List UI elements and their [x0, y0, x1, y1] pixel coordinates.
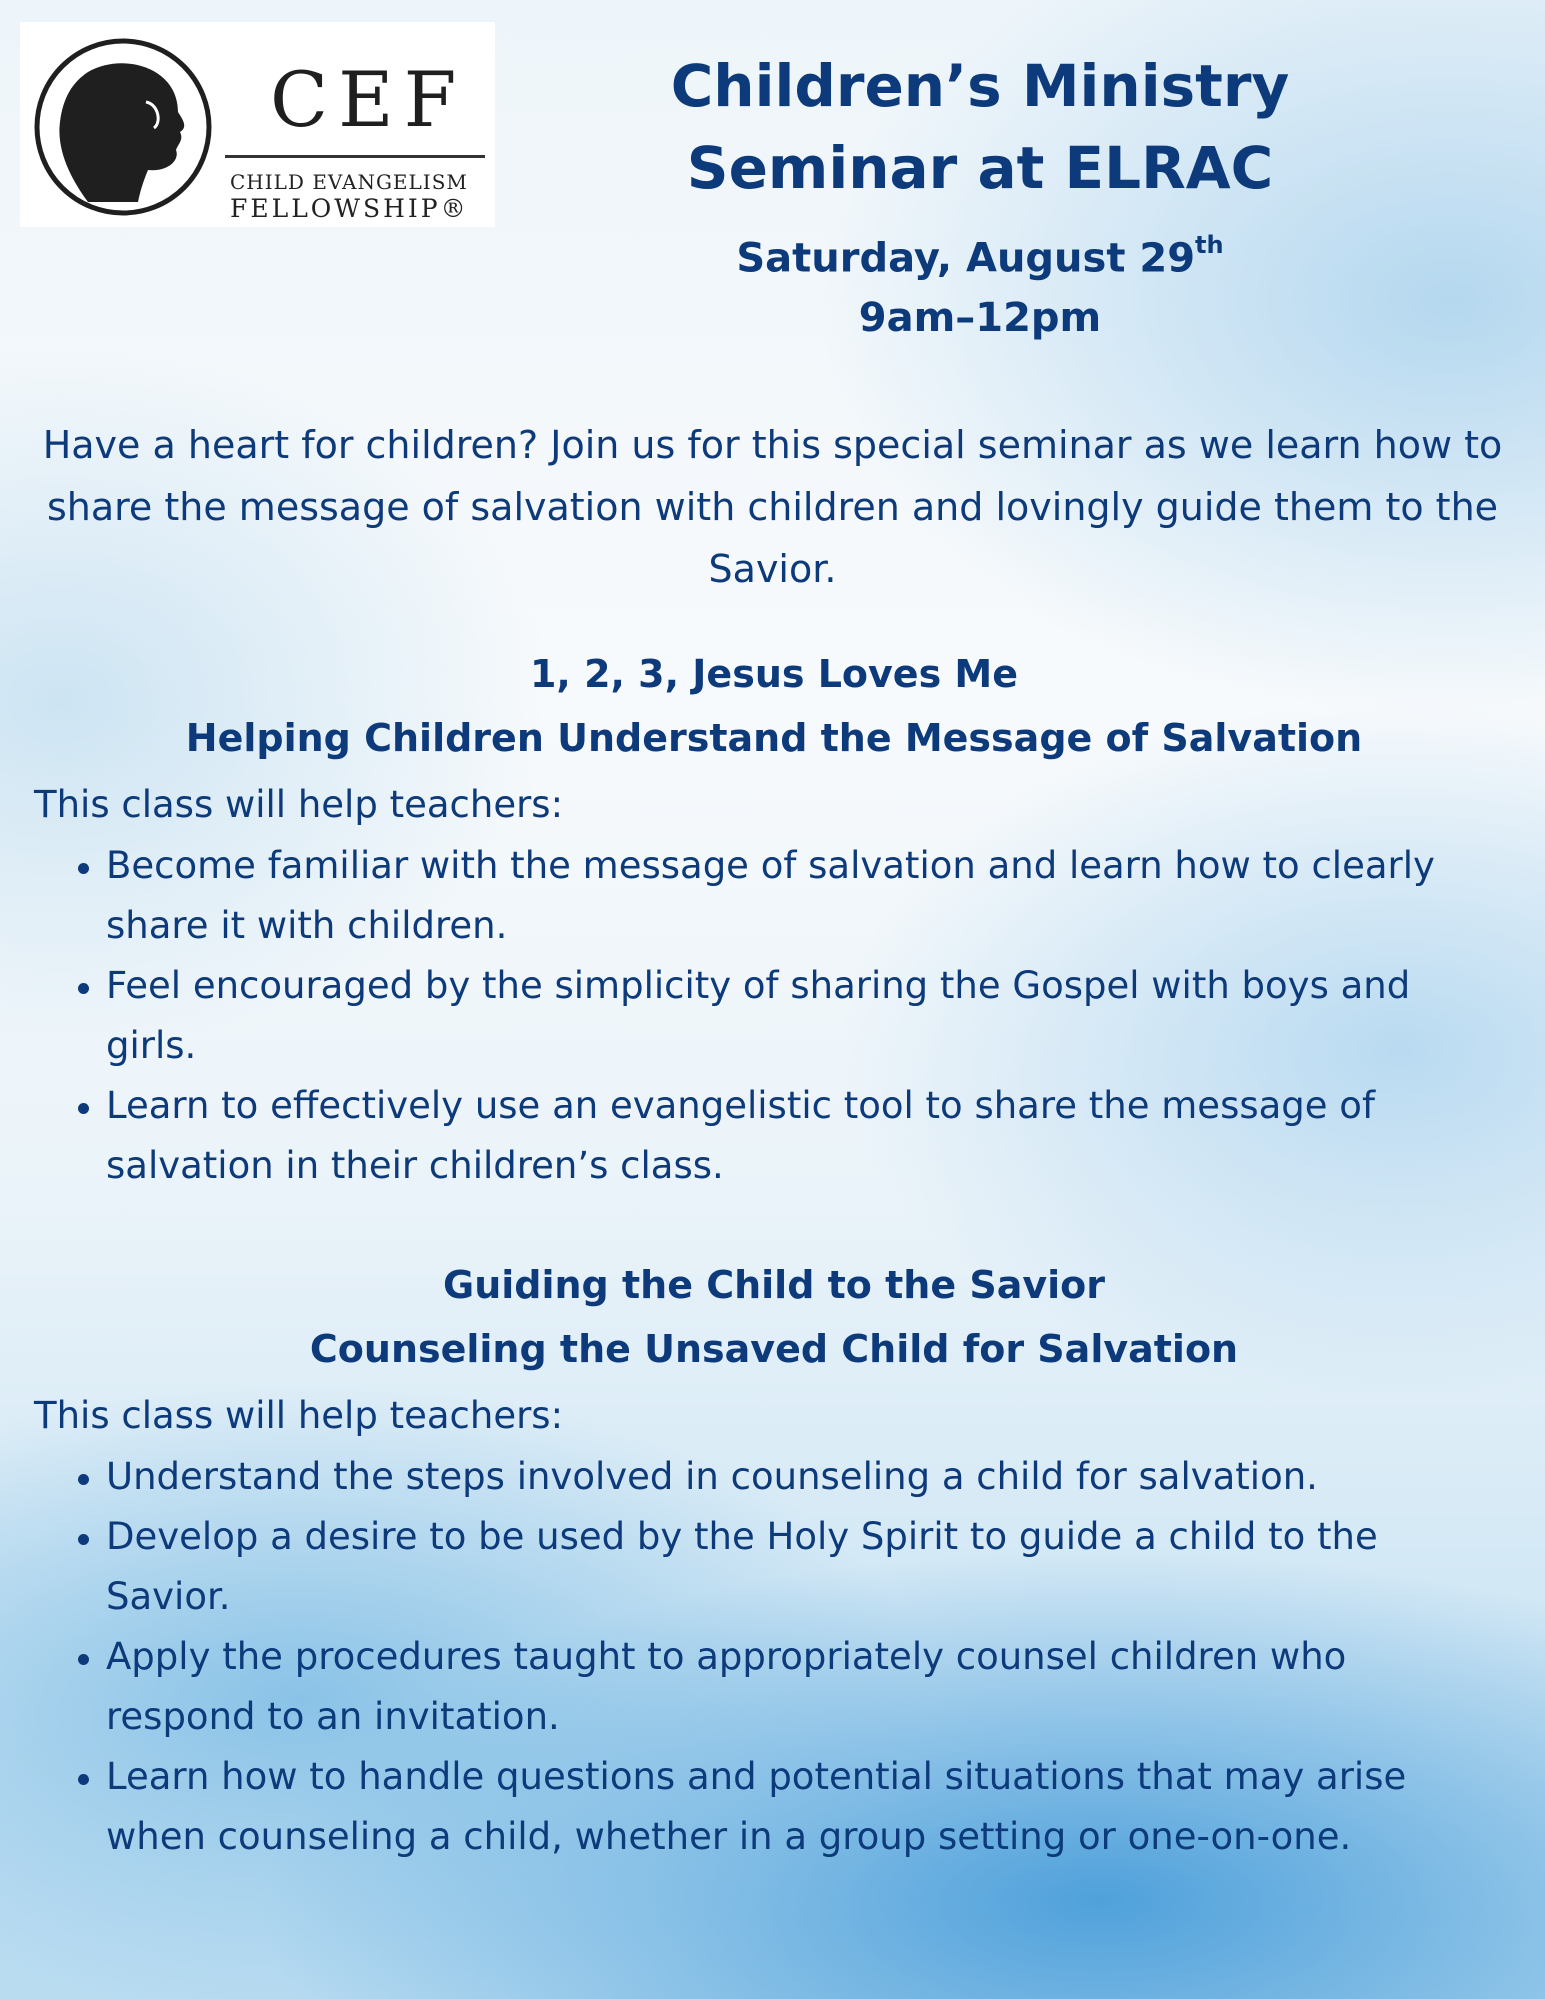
list-item: Become familiar with the message of salvation and learn how to clearly share it with children.: [106, 836, 1514, 956]
intro-paragraph: Have a heart for children? Join us for this special seminar as we learn how to share the message of salvation with children and lovingly guide them to the Savior.: [42, 423, 1503, 591]
title-line-2: Seminar at ELRAC: [686, 134, 1274, 202]
section-1: [34, 642, 1514, 1196]
event-date-suffix: th: [1195, 231, 1224, 259]
section-1-lead: This class will help teachers:: [34, 783, 564, 826]
list-item: Learn how to handle questions and potential situations that may arise when counseling a child, whether in a group setting or one-on-one.: [106, 1747, 1514, 1867]
event-time: 9am–12pm: [858, 295, 1102, 342]
section-1-heading-2: Helping Children Understand the Message of Salvation: [185, 716, 1363, 760]
logo-divider: [225, 155, 485, 158]
section-2: [34, 1253, 1514, 1867]
list-item: Apply the procedures taught to appropriately counsel children who respond to an invitation.: [106, 1627, 1514, 1747]
logo-letters: CEF: [270, 55, 467, 144]
child-head-logo-icon: [28, 32, 218, 222]
list-item: Learn to effectively use an evangelistic tool to share the message of salvation in their children’s class.: [106, 1076, 1514, 1196]
event-date: [540, 219, 1420, 288]
header: [540, 45, 1420, 348]
list-item: Understand the steps involved in counseling a child for salvation.: [106, 1447, 1514, 1507]
section-1-heading-1: 1, 2, 3, Jesus Loves Me: [529, 652, 1019, 696]
section-2-bullets: [34, 1447, 1514, 1867]
section-2-heading-2: Counseling the Unsaved Child for Salvation: [309, 1327, 1239, 1371]
logo-line2: FELLOWSHIP®: [230, 194, 469, 223]
svg-text:®: ®: [86, 193, 95, 203]
section-2-lead: This class will help teachers:: [34, 1394, 564, 1437]
cef-logo: [20, 22, 495, 227]
section-1-bullets: [34, 836, 1514, 1196]
event-date-text: Saturday, August 29: [736, 235, 1196, 282]
list-item: Develop a desire to be used by the Holy Spirit to guide a child to the Savior.: [106, 1507, 1514, 1627]
logo-line1: CHILD EVANGELISM: [230, 170, 468, 194]
list-item: Feel encouraged by the simplicity of sharing the Gospel with boys and girls.: [106, 956, 1514, 1076]
title-line-1: Children’s Ministry: [670, 52, 1290, 120]
section-2-heading-1: Guiding the Child to the Savior: [443, 1263, 1105, 1307]
